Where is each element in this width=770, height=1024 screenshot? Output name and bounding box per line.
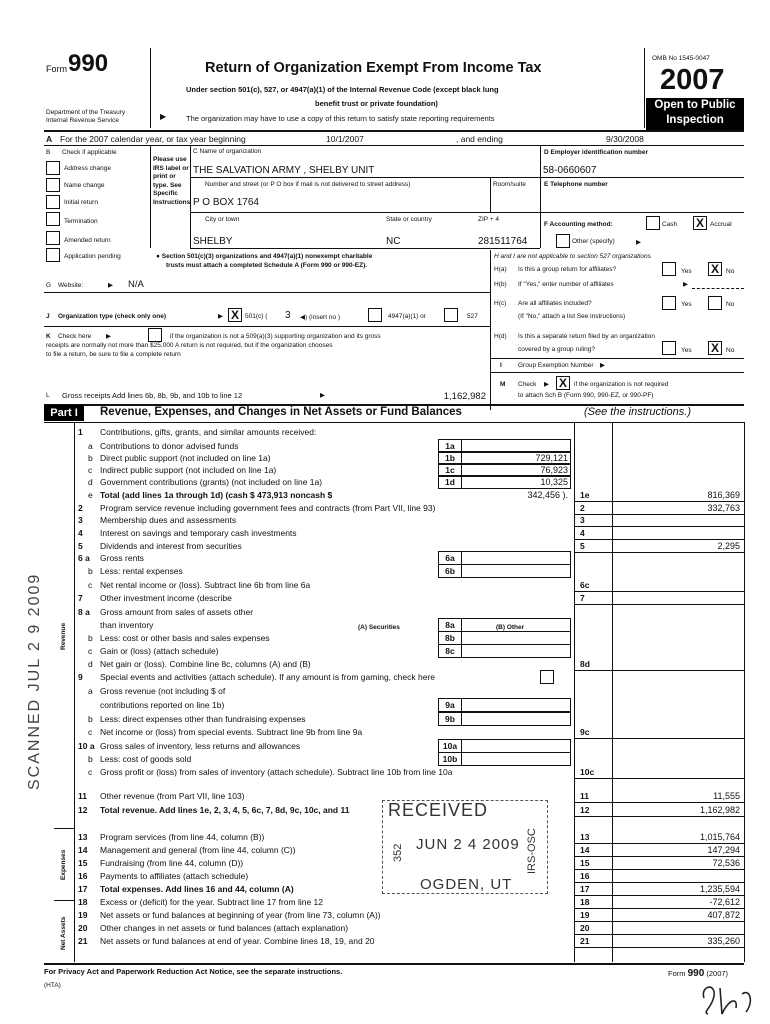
m-check-label: Check — [518, 381, 537, 388]
dept-irs: Internal Revenue Service — [46, 117, 119, 124]
footer-form-label: Form 990 (2007) — [668, 968, 729, 979]
line-number: c — [88, 465, 93, 475]
main-box-label: 13 — [580, 832, 590, 842]
k-text-2: receipts are normally not more than $25,000 A return is not required, but if the organization chooses — [46, 342, 333, 349]
line-number: 15 — [78, 858, 88, 868]
main-amount-value: 407,872 — [707, 910, 740, 920]
street-label: Number and street (or P O box if mail is not delivered to street address) — [205, 181, 411, 188]
line-number: a — [88, 441, 93, 451]
527-label: 527 — [467, 313, 478, 320]
main-amount-value: 332,763 — [707, 503, 740, 513]
part-1-title: Revenue, Expenses, and Changes in Net Assets or Fund Balances — [100, 406, 462, 418]
line-text: Gain or (loss) (attach schedule) — [100, 646, 219, 656]
line-text: Less: rental expenses — [100, 566, 183, 576]
main-amount-value: 1,235,594 — [699, 884, 740, 894]
main-box-label: 14 — [580, 845, 590, 855]
sub-box-label: 10b — [438, 752, 462, 766]
line-text: Less: direct expenses other than fundraising expenses — [100, 714, 306, 724]
dept-treasury: Department of the Treasury — [46, 109, 126, 116]
h-c-question: Are all affiliates included? — [518, 300, 592, 307]
k-text-1: if the organization is not a 509(a)(3) supporting organization and its gross — [170, 333, 381, 340]
h-c-note: (If "No," attach a list See instructions) — [518, 313, 626, 320]
line-text: Net assets or fund balances at beginning of year (from line 73, column (A)) — [100, 910, 381, 920]
tax-year-end: 9/30/2008 — [606, 134, 644, 144]
main-box-label: 7 — [580, 593, 585, 603]
main-amount-value: 1,015,764 — [699, 832, 740, 842]
line-number: b — [88, 633, 93, 643]
main-box-label: 1e — [580, 490, 590, 500]
line-text: Contributions to donor advised funds — [100, 441, 239, 451]
hta-label: (HTA) — [44, 982, 61, 989]
line-number: 20 — [78, 923, 88, 933]
tax-year-begin: 10/1/2007 — [326, 134, 364, 144]
main-box-label: 21 — [580, 936, 590, 946]
main-box-label: 19 — [580, 910, 590, 920]
line-number: e — [88, 490, 93, 500]
line-text: Gross profit or (loss) from sales of inventory (attach schedule). Subtract line 10b from line 10a — [100, 767, 453, 777]
line-number: 4 — [78, 528, 83, 538]
sub-box-label: 9a — [438, 698, 462, 712]
main-amount-value: 816,369 — [707, 490, 740, 500]
name-change-label: Name change — [64, 182, 105, 189]
line-number: d — [88, 477, 93, 487]
line-number: 21 — [78, 936, 88, 946]
main-box-label: 12 — [580, 805, 590, 815]
main-box-label: 3 — [580, 515, 585, 525]
received-stamp-frame — [382, 800, 548, 894]
sub-amount-box[interactable] — [460, 564, 571, 578]
line-number: b — [88, 453, 93, 463]
h-d-question: Is this a separate return filed by an organization — [518, 333, 655, 340]
line-text: Other changes in net assets or fund balances (attach explanation) — [100, 923, 349, 933]
main-box-label: 20 — [580, 923, 590, 933]
h-d-no-label: No — [726, 347, 735, 354]
accounting-method-label: F Accounting method: — [544, 221, 613, 228]
line-number: b — [88, 714, 93, 724]
line-text: Government contributions (grants) (not included on line 1a) — [100, 477, 323, 487]
main-box-label: 18 — [580, 897, 590, 907]
sub-amount-box[interactable] — [460, 698, 571, 712]
sub-box-label: 6a — [438, 551, 462, 565]
line-number: b — [88, 754, 93, 764]
k-check-label: Check here — [58, 333, 92, 340]
address-change-checkbox[interactable] — [46, 161, 60, 175]
line-number: 3 — [78, 515, 83, 525]
line-number: c — [88, 767, 93, 777]
scanned-stamp: SCANNED JUL 2 9 2009 — [26, 572, 43, 790]
main-box-label: 5 — [580, 541, 585, 551]
line-text: Total revenue. Add lines 1e, 2, 3, 4, 5, 6c, 7, 8d, 9c, 10c, and 11 — [100, 805, 350, 815]
sub-box-label: 1b — [438, 451, 462, 465]
sub-amount-box[interactable] — [460, 644, 571, 658]
line-number: 2 — [78, 503, 83, 513]
insert-no-label: ◀) (insert no ) — [300, 314, 341, 321]
revenue-side-label: Revenue — [60, 622, 67, 650]
line-text: Contributions, gifts, grants, and similar amounts received: — [100, 427, 317, 437]
signature-mark — [698, 978, 758, 1018]
line-text: Net assets or fund balances at end of year. Combine lines 18, 19, and 20 — [100, 936, 375, 946]
arrow-icon: ▶ — [160, 112, 167, 121]
h-a-question: Is this a group return for affiliates? — [518, 266, 617, 273]
h-c-no-checkbox[interactable] — [708, 296, 722, 310]
sub-amount-box[interactable] — [460, 551, 571, 565]
form-subtitle-1: Under section 501(c), 527, or 4947(a)(1) of the Internal Revenue Code (except black lung — [186, 85, 499, 94]
4947-checkbox[interactable] — [368, 308, 382, 322]
please-print-note: Please use IRS label or print or type. See Specific Instructions — [153, 156, 191, 206]
phone-label: E Telephone number — [544, 181, 608, 188]
privacy-notice: For Privacy Act and Paperwork Reduction Act Notice, see the separate instructions. — [44, 967, 343, 976]
line-text: Direct public support (not included on line 1a) — [100, 453, 271, 463]
main-box-label: 4 — [580, 528, 585, 538]
application-pending-checkbox[interactable] — [46, 248, 60, 262]
main-box-label: 15 — [580, 858, 590, 868]
main-amount-value: 2,295 — [717, 541, 740, 551]
line-text: Management and general (from line 44, column (C)) — [100, 845, 296, 855]
h-a-yes-label: Yes — [681, 268, 692, 275]
sub-amount-box[interactable] — [460, 739, 571, 753]
expenses-side-label: Expenses — [60, 849, 67, 880]
main-amount-value: 11,555 — [713, 791, 740, 801]
4947-label: 4947(a)(1) or — [388, 313, 426, 320]
ogden-stamp: OGDEN, UT — [420, 876, 513, 893]
h-b-question: If "Yes," enter number of affiliates — [518, 281, 614, 288]
line-number: 7 — [78, 593, 83, 603]
accrual-checkbox[interactable]: X — [693, 216, 707, 230]
sub-amount-box[interactable] — [460, 752, 571, 766]
527-checkbox[interactable] — [444, 308, 458, 322]
termination-checkbox[interactable] — [46, 212, 60, 226]
line-number: 10 a — [78, 741, 95, 751]
h-a-no-checkbox[interactable]: X — [708, 262, 722, 276]
line-number: 11 — [78, 791, 87, 801]
initial-return-checkbox[interactable] — [46, 195, 60, 209]
sub-amount-box[interactable] — [460, 712, 571, 726]
zip-label: ZIP + 4 — [478, 216, 500, 223]
line-number: 5 — [78, 541, 83, 551]
group-exemption-label: Group Exemption Number — [518, 362, 594, 369]
line-text: Fundraising (from line 44, column (D)) — [100, 858, 244, 868]
amended-return-label: Amended return — [64, 237, 111, 244]
part-1-instructions: (See the instructions.) — [584, 406, 691, 418]
accrual-label: Accrual — [710, 221, 732, 228]
line-number: 14 — [78, 845, 88, 855]
line-number: 1 — [78, 427, 83, 437]
main-box-label: 16 — [580, 871, 590, 881]
part-1-tag: Part I — [44, 405, 84, 421]
line-text: Indirect public support (not included on line 1a) — [100, 465, 277, 475]
form-title: Return of Organization Exempt From Income Tax — [205, 60, 542, 76]
and-ending-label: , and ending — [456, 134, 503, 144]
line-number: 9 — [78, 672, 83, 682]
sub-amount-value: 76,923 — [540, 465, 568, 475]
sub-amount-box[interactable] — [460, 631, 571, 645]
line-text: Special events and activities (attach schedule). If any amount is from gaming, check here — [100, 672, 435, 682]
h-d-yes-checkbox[interactable] — [662, 341, 676, 355]
code-stamp-irs: IRS-OSC — [526, 828, 538, 874]
line-number: c — [88, 580, 93, 590]
sub-box-label: 1d — [438, 475, 462, 489]
h-d-question-2: covered by a group ruling? — [518, 346, 595, 353]
inspection-label: Inspection — [666, 114, 724, 126]
main-amount-value: 1,162,982 — [699, 805, 740, 815]
line-number: 13 — [78, 832, 88, 842]
open-public-label: Open to Public — [654, 99, 736, 111]
sub-amount-value: 729,121 — [535, 453, 568, 463]
line-number: b — [88, 566, 93, 576]
state-label: State or country — [386, 216, 432, 223]
line-text: Other revenue (from Part VII, line 103) — [100, 791, 245, 801]
h-c-yes-checkbox[interactable] — [662, 296, 676, 310]
line-text: Payments to affiliates (attach schedule) — [100, 871, 249, 881]
other-method-label: Other (specify) — [572, 238, 615, 245]
code-stamp-352: 352 — [392, 843, 404, 862]
line-text: Less: cost or other basis and sales expenses — [100, 633, 270, 643]
address-change-label: Address change — [64, 165, 111, 172]
section-501-note-1: ● Section 501(c)(3) organizations and 4947(a)(1) nonexempt charitable — [156, 253, 373, 260]
sub-box-label: 6b — [438, 564, 462, 578]
main-amount-value: 147,294 — [707, 845, 740, 855]
termination-label: Termination — [64, 218, 98, 225]
k-text-3: to file a return, be sure to file a complete return — [46, 351, 181, 358]
m-text-2: to attach Sch B (Form 990, 990-EZ, or 990-PF) — [518, 392, 654, 399]
zip-value: 281511764 — [478, 236, 528, 247]
line-number: 12 — [78, 805, 88, 815]
sub-box-label: 10a — [438, 739, 462, 753]
received-date-stamp: JUN 2 4 2009 — [416, 836, 520, 853]
m-text-1: if the organization is not required — [574, 381, 669, 388]
form-subtitle-3: The organization may have to use a copy of this return to satisfy state reporting requirements — [186, 114, 495, 123]
tax-year: 2007 — [660, 64, 725, 96]
sub-amount-value: 342,456 ). — [527, 490, 568, 500]
line-number: 19 — [78, 910, 88, 920]
line-text: Program services (from line 44, column (B)) — [100, 832, 265, 842]
main-box-label: 17 — [580, 884, 590, 894]
city-value: SHELBY — [193, 236, 233, 247]
line-text: Gross rents — [100, 553, 144, 563]
501c-number: 3 — [285, 310, 291, 321]
main-amount-value: -72,612 — [709, 897, 740, 907]
line-number: d — [88, 659, 93, 669]
main-box-label: 11 — [580, 791, 589, 801]
form-number: 990 — [68, 50, 109, 77]
line-text: Net gain or (loss). Combine line 8c, columns (A) and (B) — [100, 659, 311, 669]
h-c-yes-label: Yes — [681, 301, 692, 308]
name-change-checkbox[interactable] — [46, 178, 60, 192]
sub-box-label: 1a — [438, 439, 462, 453]
org-name-value: THE SALVATION ARMY , SHELBY UNIT — [193, 165, 375, 176]
cash-label: Cash — [662, 221, 678, 228]
line-number: 18 — [78, 897, 88, 907]
line-text: Net income or (loss) from special events. Subtract line 9b from line 9a — [100, 727, 363, 737]
line-number: 16 — [78, 871, 88, 881]
k-checkbox[interactable] — [148, 328, 162, 342]
cash-checkbox[interactable] — [646, 216, 660, 230]
ein-value: 58-0660607 — [543, 165, 597, 176]
501c-checkbox[interactable]: X — [228, 308, 242, 322]
main-box-label: 10c — [580, 767, 595, 777]
line-text: Less: cost of goods sold — [100, 754, 192, 764]
sub-amount-value: 10,325 — [540, 477, 568, 487]
main-box-label: 6c — [580, 580, 590, 590]
line-text: Excess or (deficit) for the year. Subtract line 17 from line 12 — [100, 897, 323, 907]
website-value: N/A — [128, 279, 144, 290]
sub-box-label: 8c — [438, 644, 462, 658]
h-d-no-checkbox[interactable]: X — [708, 341, 722, 355]
main-box-label: 9c — [580, 727, 590, 737]
line-text: Gross sales of inventory, less returns and allowances — [100, 741, 301, 751]
h-section-note: H and I are not applicable to section 527 organizations — [494, 253, 651, 260]
section-501-note-2: trusts must attach a completed Schedule A (Form 990 or 990-EZ). — [166, 262, 368, 269]
501c-label: 501(c) ( — [245, 313, 268, 320]
street-value: P O BOX 1764 — [193, 197, 259, 208]
line-text: Total expenses. Add lines 16 and 44, column (A) — [100, 884, 294, 894]
main-box-label: 8d — [580, 659, 590, 669]
line-text: Membership dues and assessments — [100, 515, 237, 525]
line-text: contributions reported on line 1b) — [100, 700, 225, 710]
h-a-yes-checkbox[interactable] — [662, 262, 676, 276]
sub-box-label: 1c — [438, 463, 462, 477]
line-number: 17 — [78, 884, 88, 894]
line-text: Interest on savings and temporary cash investments — [100, 528, 297, 538]
check-applicable-label: Check if applicable — [62, 149, 117, 156]
city-label: City or town — [205, 216, 240, 223]
line-text: Program service revenue including government fees and contracts (from Part VII, line 93) — [100, 503, 436, 513]
main-amount-value: 72,536 — [712, 858, 740, 868]
state-value: NC — [386, 236, 401, 247]
gaming-checkbox[interactable] — [540, 670, 554, 684]
line-text: Total (add lines 1a through 1d) (cash $ 473,913 noncash $ — [100, 490, 333, 500]
line-number: a — [88, 686, 93, 696]
sub-box-label: 8a — [438, 618, 462, 632]
h-a-no-label: No — [726, 268, 735, 275]
line-text: Gross revenue (not including $ of — [100, 686, 226, 696]
line-number: c — [88, 727, 93, 737]
main-box-label: 2 — [580, 503, 585, 513]
line-number: c — [88, 646, 93, 656]
line-text: Gross amount from sales of assets other — [100, 607, 254, 617]
gross-receipts-label: Gross receipts Add lines 6b, 8b, 9b, and 10b to line 12 — [62, 391, 243, 400]
form-subtitle-2: benefit trust or private foundation) — [315, 99, 438, 108]
sub-box-label: 8b — [438, 631, 462, 645]
tax-year-label: For the 2007 calendar year, or tax year beginning — [60, 134, 246, 144]
room-suite-label: Room/suite — [493, 181, 526, 188]
line-text: Other investment income (describe — [100, 593, 232, 603]
m-checkbox[interactable]: X — [556, 376, 570, 390]
line-number: 8 a — [78, 607, 90, 617]
application-pending-label: Application pending — [64, 253, 121, 260]
line-number: 6 a — [78, 553, 90, 563]
website-label: Website: — [58, 282, 84, 289]
other-col-head: (B) Other — [496, 624, 525, 631]
line-text: Net rental income or (loss). Subtract line 6b from line 6a — [100, 580, 311, 590]
securities-col-head: (A) Securities — [358, 624, 400, 631]
gross-receipts-value: 1,162,982 — [443, 391, 486, 402]
h-c-no-label: No — [726, 301, 735, 308]
amended-return-checkbox[interactable] — [46, 231, 60, 245]
initial-return-label: Initial return — [64, 199, 98, 206]
line-text: than inventory — [100, 620, 154, 630]
ein-label: D Employer identification number — [544, 149, 649, 156]
omb-number: OMB No 1545-0047 — [652, 55, 710, 62]
main-amount-value: 335,260 — [707, 936, 740, 946]
line-text: Dividends and interest from securities — [100, 541, 242, 551]
public-inspection-box — [646, 98, 744, 130]
net-assets-side-label: Net Assets — [60, 916, 67, 950]
h-d-yes-label: Yes — [681, 347, 692, 354]
form-word: Form — [46, 64, 67, 74]
org-name-label: C Name of organization — [193, 148, 262, 155]
received-stamp: RECEIVED — [388, 800, 489, 820]
other-method-checkbox[interactable] — [556, 234, 570, 248]
org-type-label: Organization type (check only one) — [58, 313, 166, 320]
sub-box-label: 9b — [438, 712, 462, 726]
